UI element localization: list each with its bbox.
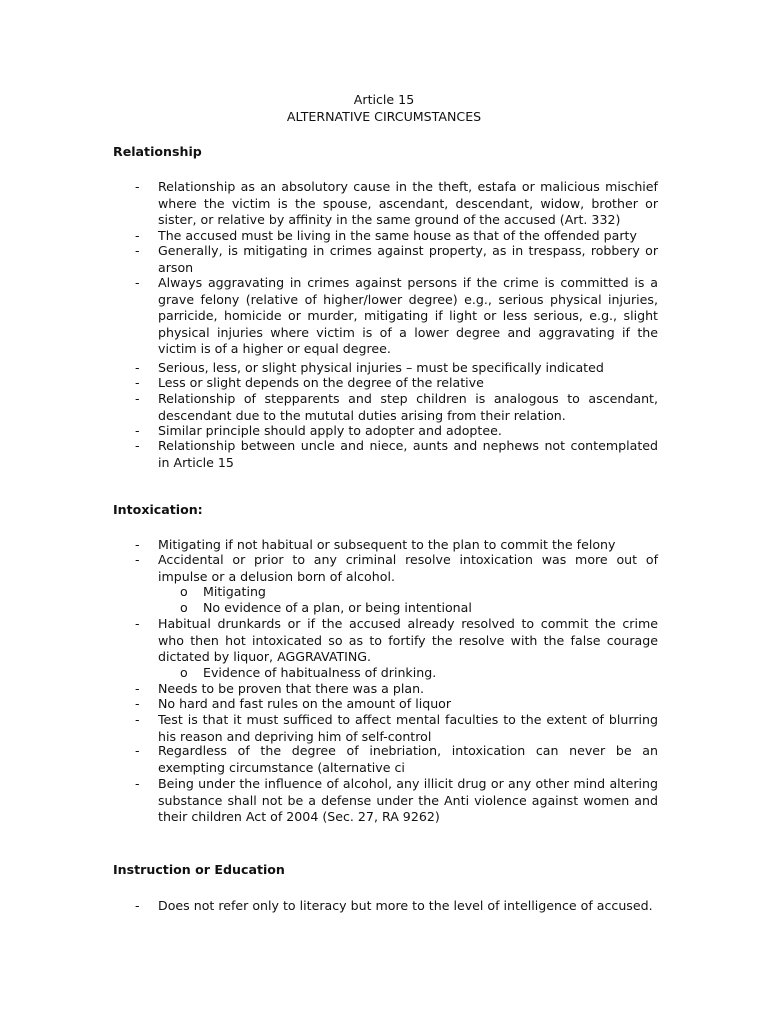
- list-item: [113, 438, 658, 471]
- list-item: [113, 375, 658, 392]
- list-item: [113, 616, 658, 666]
- article-title: ALTERNATIVE CIRCUMSTANCES: [286, 109, 482, 124]
- sub-list-item: [180, 584, 650, 601]
- list-item: [113, 776, 658, 826]
- list-item-text: Test is that it must sufficed to affect mental faculties to the extent of blurring his reason and depriving him of self-control: [158, 712, 658, 744]
- sub-list-item: [180, 600, 650, 617]
- list-item-text: Habitual drunkards or if the accused already resolved to commit the crime who then hot intoxicated so as to fortify the resolve with the false courage dictated by liquor, AGGRAVATING.: [158, 616, 658, 665]
- dash-marker: -: [135, 228, 140, 243]
- dash-marker: -: [135, 243, 140, 258]
- list-item-text: Being under the influence of alcohol, any illicit drug or any other mind altering substance shall not be a defense under the Anti violence against women and their children Act of 2004 (Sec. 27, RA 9262): [158, 776, 658, 825]
- sub-list-item: [180, 665, 650, 682]
- section-heading-relationship: Relationship: [113, 144, 202, 159]
- list-item: [113, 898, 658, 915]
- circle-bullet-marker: o: [180, 584, 188, 599]
- list-item-text: No hard and fast rules on the amount of liquor: [158, 696, 452, 711]
- list-item: [113, 552, 658, 585]
- list-item: [113, 696, 658, 713]
- dash-marker: -: [135, 616, 140, 631]
- circle-bullet-marker: o: [180, 600, 188, 615]
- dash-marker: -: [135, 681, 140, 696]
- dash-marker: -: [135, 776, 140, 791]
- list-item-text: Needs to be proven that there was a plan.: [158, 681, 425, 696]
- sub-list-item-text: Evidence of habitualness of drinking.: [203, 665, 437, 680]
- list-item: [113, 712, 658, 745]
- dash-marker: -: [135, 375, 140, 390]
- dash-marker: -: [135, 275, 140, 290]
- list-item-text: Mitigating if not habitual or subsequent to the plan to commit the felony: [158, 537, 616, 552]
- list-item: [113, 275, 658, 358]
- list-item-text: Always aggravating in crimes against persons if the crime is committed is a grave felony (relative of higher/lower degree) e.g., serious physical injuries, parricide, homicide or murder, mitigating if light or less serious, e.g., slight physical injuries where victim is of a lower degree and aggravating if the victim is of a higher or equal degree.: [158, 275, 658, 357]
- list-item: [113, 743, 658, 776]
- section-heading-intoxication: Intoxication:: [113, 502, 203, 517]
- section-heading-instruction: Instruction or Education: [113, 862, 285, 877]
- dash-marker: -: [135, 360, 140, 375]
- dash-marker: -: [135, 423, 140, 438]
- list-item-text: Relationship of stepparents and step children is analogous to ascendant, descendant due to the mututal duties arising from their relation.: [158, 391, 658, 423]
- dash-marker: -: [135, 537, 140, 552]
- list-item-text: Generally, is mitigating in crimes against property, as in trespass, robbery or arson: [158, 243, 658, 275]
- dash-marker: -: [135, 712, 140, 727]
- dash-marker: -: [135, 391, 140, 406]
- list-item-text: Relationship between uncle and niece, aunts and nephews not contemplated in Article 15: [158, 438, 658, 470]
- sub-list-item-text: No evidence of a plan, or being intentional: [203, 600, 472, 615]
- list-item-text: Regardless of the degree of inebriation, intoxication can never be an exempting circumstance (alternative ci: [158, 743, 658, 775]
- list-item: [113, 243, 658, 276]
- dash-marker: -: [135, 552, 140, 567]
- dash-marker: -: [135, 696, 140, 711]
- list-item-text: Less or slight depends on the degree of the relative: [158, 375, 484, 390]
- list-item: [113, 391, 658, 424]
- dash-marker: -: [135, 898, 140, 913]
- dash-marker: -: [135, 438, 140, 453]
- article-number: Article 15: [353, 92, 415, 107]
- list-item-text: Accidental or prior to any criminal resolve intoxication was more out of impulse or a delusion born of alcohol.: [158, 552, 658, 584]
- list-item-text: Relationship as an absolutory cause in the theft, estafa or malicious mischief where the victim is the spouse, ascendant, descendant, widow, brother or sister, or relative by affinity in the same ground of the accused (Art. 332): [158, 179, 658, 228]
- list-item-text: Does not refer only to literacy but more to the level of intelligence of accused.: [158, 898, 653, 913]
- list-item-text: The accused must be living in the same house as that of the offended party: [158, 228, 637, 243]
- list-item: [113, 179, 658, 229]
- list-item-text: Serious, less, or slight physical injuries – must be specifically indicated: [158, 360, 604, 375]
- circle-bullet-marker: o: [180, 665, 188, 680]
- dash-marker: -: [135, 743, 140, 758]
- dash-marker: -: [135, 179, 140, 194]
- sub-list-item-text: Mitigating: [203, 584, 266, 599]
- list-item-text: Similar principle should apply to adopter and adoptee.: [158, 423, 502, 438]
